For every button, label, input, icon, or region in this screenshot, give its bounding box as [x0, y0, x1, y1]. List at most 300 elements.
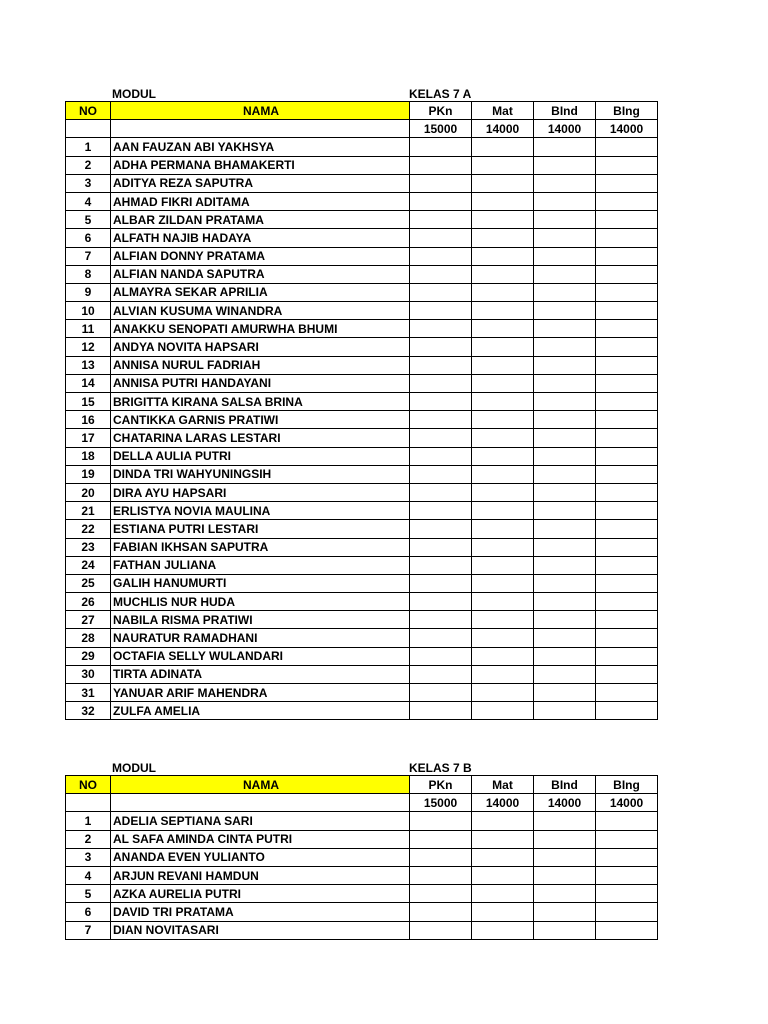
header-pkn: PKn [410, 102, 472, 120]
student-name: FATHAN JULIANA [111, 556, 410, 574]
student-name: ALFATH NAJIB HADAYA [111, 229, 410, 247]
header-row [66, 102, 658, 120]
cell-bind[interactable] [534, 684, 596, 702]
cell-mat[interactable] [472, 611, 534, 629]
cell-mat[interactable] [472, 229, 534, 247]
cell-mat[interactable] [472, 520, 534, 538]
student-name: ANNISA PUTRI HANDAYANI [111, 374, 410, 392]
student-no: 13 [66, 356, 111, 374]
cell-pkn[interactable] [410, 174, 472, 192]
cell-bing[interactable] [596, 465, 658, 483]
student-name: ALFIAN DONNY PRATAMA [111, 247, 410, 265]
cell-mat[interactable] [472, 174, 534, 192]
header-pkn: PKn [410, 776, 472, 794]
student-name: AAN FAUZAN ABI YAKHSYA [111, 138, 410, 156]
cell-mat[interactable] [472, 374, 534, 392]
cell-pkn[interactable] [410, 702, 472, 720]
cell-bind[interactable] [534, 211, 596, 229]
student-row [66, 283, 658, 301]
cell-bind[interactable] [534, 465, 596, 483]
cell-pkn[interactable] [410, 848, 472, 866]
cell-pkn[interactable] [410, 903, 472, 921]
student-name: DIAN NOVITASARI [111, 921, 410, 939]
student-name: DAVID TRI PRATAMA [111, 903, 410, 921]
cell-pkn[interactable] [410, 338, 472, 356]
cell-bing[interactable] [596, 229, 658, 247]
cell-pkn[interactable] [410, 320, 472, 338]
cell-mat[interactable] [472, 192, 534, 210]
cell-mat[interactable] [472, 338, 534, 356]
cell-pkn[interactable] [410, 265, 472, 283]
cell-mat[interactable] [472, 429, 534, 447]
cell-bind[interactable] [534, 247, 596, 265]
student-name: AL SAFA AMINDA CINTA PUTRI [111, 830, 410, 848]
student-name: YANUAR ARIF MAHENDRA [111, 684, 410, 702]
cell-pkn[interactable] [410, 192, 472, 210]
cell-bind[interactable] [534, 812, 596, 830]
student-name: ADELIA SEPTIANA SARI [111, 812, 410, 830]
cell-mat[interactable] [472, 574, 534, 592]
cell-bind[interactable] [534, 629, 596, 647]
student-name: ARJUN REVANI HAMDUN [111, 866, 410, 884]
cell-mat[interactable] [472, 629, 534, 647]
cell-bing[interactable] [596, 520, 658, 538]
header-bing: BIng [596, 102, 658, 120]
student-name: ANANDA EVEN YULIANTO [111, 848, 410, 866]
class-7b-section [65, 759, 658, 940]
student-row [66, 192, 658, 210]
student-name: ESTIANA PUTRI LESTARI [111, 520, 410, 538]
cell-bing[interactable] [596, 502, 658, 520]
student-row [66, 502, 658, 520]
cell-bing[interactable] [596, 174, 658, 192]
student-table [65, 101, 658, 720]
student-no: 9 [66, 283, 111, 301]
cell-bind[interactable] [534, 574, 596, 592]
cell-bind[interactable] [534, 174, 596, 192]
student-row [66, 830, 658, 848]
header-bind: BInd [534, 102, 596, 120]
student-no: 6 [66, 229, 111, 247]
student-name: ADHA PERMANA BHAMAKERTI [111, 156, 410, 174]
cell-bind[interactable] [534, 921, 596, 939]
student-name: AHMAD FIKRI ADITAMA [111, 192, 410, 210]
cell-pkn[interactable] [410, 866, 472, 884]
student-row [66, 356, 658, 374]
cell-pkn[interactable] [410, 211, 472, 229]
cell-pkn[interactable] [410, 611, 472, 629]
cell-pkn[interactable] [410, 356, 472, 374]
student-row [66, 921, 658, 939]
header-nama: NAMA [111, 102, 410, 120]
cell-bind[interactable] [534, 265, 596, 283]
cell-mat[interactable] [472, 320, 534, 338]
student-name: NABILA RISMA PRATIWI [111, 611, 410, 629]
student-no: 14 [66, 374, 111, 392]
cell-bing[interactable] [596, 265, 658, 283]
cell-pkn[interactable] [410, 247, 472, 265]
header-mat: Mat [472, 102, 534, 120]
modul-label: MODUL [112, 87, 156, 101]
student-row [66, 538, 658, 556]
cell-pkn[interactable] [410, 574, 472, 592]
student-no: 3 [66, 174, 111, 192]
student-row [66, 702, 658, 720]
student-row [66, 647, 658, 665]
cell-mat[interactable] [472, 538, 534, 556]
student-no: 5 [66, 885, 111, 903]
cell-bind[interactable] [534, 665, 596, 683]
cell-bind[interactable] [534, 393, 596, 411]
student-name: BRIGITTA KIRANA SALSA BRINA [111, 393, 410, 411]
student-no: 19 [66, 465, 111, 483]
cell-pkn[interactable] [410, 593, 472, 611]
cell-bind[interactable] [534, 502, 596, 520]
cell-bind[interactable] [534, 702, 596, 720]
cell-bing[interactable] [596, 885, 658, 903]
cell-pkn[interactable] [410, 283, 472, 301]
student-no: 2 [66, 156, 111, 174]
cell-mat[interactable] [472, 411, 534, 429]
cell-mat[interactable] [472, 830, 534, 848]
cell-bing[interactable] [596, 665, 658, 683]
cell-bing[interactable] [596, 374, 658, 392]
student-row [66, 265, 658, 283]
cell-pkn[interactable] [410, 629, 472, 647]
cell-bind[interactable] [534, 611, 596, 629]
student-no: 1 [66, 812, 111, 830]
student-name: FABIAN IKHSAN SAPUTRA [111, 538, 410, 556]
cell-bind[interactable] [534, 848, 596, 866]
cell-pkn[interactable] [410, 502, 472, 520]
cell-bind[interactable] [534, 138, 596, 156]
header-bind: BInd [534, 776, 596, 794]
cell-pkn[interactable] [410, 156, 472, 174]
cell-mat[interactable] [472, 483, 534, 501]
cell-mat[interactable] [472, 211, 534, 229]
student-no: 10 [66, 302, 111, 320]
student-name: DELLA AULIA PUTRI [111, 447, 410, 465]
student-name: ANDYA NOVITA HAPSARI [111, 338, 410, 356]
cell-pkn[interactable] [410, 393, 472, 411]
student-name: ANAKKU SENOPATI AMURWHA BHUMI [111, 320, 410, 338]
cell-mat[interactable] [472, 302, 534, 320]
cell-mat[interactable] [472, 465, 534, 483]
cell-bing[interactable] [596, 211, 658, 229]
cell-bing[interactable] [596, 684, 658, 702]
cell-bing[interactable] [596, 247, 658, 265]
cell-pkn[interactable] [410, 885, 472, 903]
student-row [66, 211, 658, 229]
student-row [66, 903, 658, 921]
cell-bind[interactable] [534, 356, 596, 374]
cell-bind[interactable] [534, 229, 596, 247]
cell-bind[interactable] [534, 593, 596, 611]
student-name: ADITYA REZA SAPUTRA [111, 174, 410, 192]
student-no: 18 [66, 447, 111, 465]
student-no: 27 [66, 611, 111, 629]
cell-mat[interactable] [472, 393, 534, 411]
cell-pkn[interactable] [410, 647, 472, 665]
price-bing: 14000 [596, 794, 658, 812]
price-name-cell [111, 794, 410, 812]
cell-mat[interactable] [472, 848, 534, 866]
student-row [66, 338, 658, 356]
cell-mat[interactable] [472, 702, 534, 720]
cell-pkn[interactable] [410, 411, 472, 429]
student-no: 17 [66, 429, 111, 447]
cell-bing[interactable] [596, 921, 658, 939]
cell-bing[interactable] [596, 866, 658, 884]
student-no: 8 [66, 265, 111, 283]
cell-bind[interactable] [534, 447, 596, 465]
header-row [66, 776, 658, 794]
student-name: GALIH HANUMURTI [111, 574, 410, 592]
cell-bind[interactable] [534, 647, 596, 665]
cell-mat[interactable] [472, 921, 534, 939]
cell-bing[interactable] [596, 702, 658, 720]
cell-bing[interactable] [596, 629, 658, 647]
cell-bind[interactable] [534, 283, 596, 301]
cell-bind[interactable] [534, 429, 596, 447]
cell-pkn[interactable] [410, 138, 472, 156]
cell-pkn[interactable] [410, 556, 472, 574]
cell-bing[interactable] [596, 411, 658, 429]
header-no: NO [66, 776, 111, 794]
cell-bing[interactable] [596, 283, 658, 301]
cell-bing[interactable] [596, 903, 658, 921]
student-row [66, 247, 658, 265]
cell-bing[interactable] [596, 393, 658, 411]
student-no: 29 [66, 647, 111, 665]
cell-bing[interactable] [596, 429, 658, 447]
cell-mat[interactable] [472, 502, 534, 520]
student-no: 21 [66, 502, 111, 520]
cell-bing[interactable] [596, 192, 658, 210]
cell-bing[interactable] [596, 483, 658, 501]
student-name: OCTAFIA SELLY WULANDARI [111, 647, 410, 665]
student-row [66, 302, 658, 320]
cell-pkn[interactable] [410, 302, 472, 320]
student-name: DIRA AYU HAPSARI [111, 483, 410, 501]
cell-bind[interactable] [534, 830, 596, 848]
student-row [66, 229, 658, 247]
student-no: 32 [66, 702, 111, 720]
price-bing: 14000 [596, 120, 658, 138]
student-row [66, 374, 658, 392]
student-no: 6 [66, 903, 111, 921]
student-name: ALBAR ZILDAN PRATAMA [111, 211, 410, 229]
student-name: ANNISA NURUL FADRIAH [111, 356, 410, 374]
student-name: AZKA AURELIA PUTRI [111, 885, 410, 903]
student-row [66, 393, 658, 411]
student-no: 22 [66, 520, 111, 538]
student-no: 26 [66, 593, 111, 611]
cell-bind[interactable] [534, 192, 596, 210]
cell-bing[interactable] [596, 320, 658, 338]
student-row [66, 138, 658, 156]
student-no: 4 [66, 866, 111, 884]
student-no: 25 [66, 574, 111, 592]
cell-bind[interactable] [534, 520, 596, 538]
cell-pkn[interactable] [410, 921, 472, 939]
cell-mat[interactable] [472, 247, 534, 265]
cell-bing[interactable] [596, 156, 658, 174]
student-row [66, 593, 658, 611]
student-name: CANTIKKA GARNIS PRATIWI [111, 411, 410, 429]
cell-bing[interactable] [596, 447, 658, 465]
student-row [66, 429, 658, 447]
student-row [66, 885, 658, 903]
cell-pkn[interactable] [410, 665, 472, 683]
price-no-cell [66, 794, 111, 812]
header-bing: BIng [596, 776, 658, 794]
cell-bind[interactable] [534, 374, 596, 392]
cell-pkn[interactable] [410, 447, 472, 465]
cell-bing[interactable] [596, 556, 658, 574]
student-no: 3 [66, 848, 111, 866]
student-row [66, 611, 658, 629]
student-row [66, 465, 658, 483]
cell-bind[interactable] [534, 538, 596, 556]
cell-bind[interactable] [534, 885, 596, 903]
section-caption [65, 759, 658, 775]
header-no: NO [66, 102, 111, 120]
cell-bing[interactable] [596, 338, 658, 356]
kelas-label: KELAS 7 A [409, 87, 472, 101]
student-no: 31 [66, 684, 111, 702]
cell-mat[interactable] [472, 665, 534, 683]
student-row [66, 520, 658, 538]
student-name: TIRTA ADINATA [111, 665, 410, 683]
cell-mat[interactable] [472, 903, 534, 921]
class-7a-section [65, 85, 658, 720]
cell-bind[interactable] [534, 556, 596, 574]
price-bind: 14000 [534, 794, 596, 812]
student-no: 16 [66, 411, 111, 429]
cell-bind[interactable] [534, 302, 596, 320]
cell-bing[interactable] [596, 812, 658, 830]
cell-bing[interactable] [596, 574, 658, 592]
cell-bind[interactable] [534, 483, 596, 501]
header-nama: NAMA [111, 776, 410, 794]
cell-mat[interactable] [472, 356, 534, 374]
cell-bing[interactable] [596, 538, 658, 556]
cell-mat[interactable] [472, 647, 534, 665]
student-name: NAURATUR RAMADHANI [111, 629, 410, 647]
student-no: 30 [66, 665, 111, 683]
student-name: ZULFA AMELIA [111, 702, 410, 720]
student-no: 15 [66, 393, 111, 411]
student-row [66, 156, 658, 174]
cell-pkn[interactable] [410, 483, 472, 501]
student-name: ERLISTYA NOVIA MAULINA [111, 502, 410, 520]
student-no: 5 [66, 211, 111, 229]
student-no: 1 [66, 138, 111, 156]
cell-mat[interactable] [472, 866, 534, 884]
student-no: 7 [66, 247, 111, 265]
cell-pkn[interactable] [410, 538, 472, 556]
cell-bing[interactable] [596, 593, 658, 611]
student-row [66, 665, 658, 683]
student-row [66, 848, 658, 866]
student-row [66, 684, 658, 702]
student-name: MUCHLIS NUR HUDA [111, 593, 410, 611]
section-caption [65, 85, 658, 101]
cell-pkn[interactable] [410, 684, 472, 702]
student-row [66, 574, 658, 592]
student-row [66, 447, 658, 465]
student-no: 23 [66, 538, 111, 556]
cell-mat[interactable] [472, 556, 534, 574]
student-no: 2 [66, 830, 111, 848]
cell-bind[interactable] [534, 866, 596, 884]
cell-pkn[interactable] [410, 229, 472, 247]
cell-bing[interactable] [596, 848, 658, 866]
price-mat: 14000 [472, 794, 534, 812]
price-row [66, 794, 658, 812]
cell-bind[interactable] [534, 903, 596, 921]
cell-bing[interactable] [596, 302, 658, 320]
cell-mat[interactable] [472, 283, 534, 301]
cell-mat[interactable] [472, 885, 534, 903]
cell-bing[interactable] [596, 647, 658, 665]
cell-pkn[interactable] [410, 429, 472, 447]
cell-bing[interactable] [596, 830, 658, 848]
student-row [66, 556, 658, 574]
student-no: 20 [66, 483, 111, 501]
cell-bind[interactable] [534, 411, 596, 429]
cell-mat[interactable] [472, 156, 534, 174]
student-row [66, 866, 658, 884]
price-bind: 14000 [534, 120, 596, 138]
student-no: 12 [66, 338, 111, 356]
cell-mat[interactable] [472, 812, 534, 830]
student-name: ALFIAN NANDA SAPUTRA [111, 265, 410, 283]
student-name: ALMAYRA SEKAR APRILIA [111, 283, 410, 301]
cell-pkn[interactable] [410, 465, 472, 483]
cell-pkn[interactable] [410, 520, 472, 538]
student-row [66, 320, 658, 338]
cell-mat[interactable] [472, 265, 534, 283]
cell-pkn[interactable] [410, 812, 472, 830]
student-name: CHATARINA LARAS LESTARI [111, 429, 410, 447]
cell-bind[interactable] [534, 338, 596, 356]
cell-pkn[interactable] [410, 374, 472, 392]
cell-bind[interactable] [534, 156, 596, 174]
student-no: 7 [66, 921, 111, 939]
cell-bing[interactable] [596, 356, 658, 374]
kelas-label: KELAS 7 B [409, 761, 472, 775]
cell-bing[interactable] [596, 611, 658, 629]
header-mat: Mat [472, 776, 534, 794]
cell-bing[interactable] [596, 138, 658, 156]
cell-mat[interactable] [472, 684, 534, 702]
cell-pkn[interactable] [410, 830, 472, 848]
modul-label: MODUL [112, 761, 156, 775]
student-name: ALVIAN KUSUMA WINANDRA [111, 302, 410, 320]
student-table [65, 775, 658, 940]
student-no: 4 [66, 192, 111, 210]
cell-mat[interactable] [472, 138, 534, 156]
cell-mat[interactable] [472, 447, 534, 465]
cell-mat[interactable] [472, 593, 534, 611]
cell-bind[interactable] [534, 320, 596, 338]
price-no-cell [66, 120, 111, 138]
student-no: 24 [66, 556, 111, 574]
student-no: 11 [66, 320, 111, 338]
student-no: 28 [66, 629, 111, 647]
